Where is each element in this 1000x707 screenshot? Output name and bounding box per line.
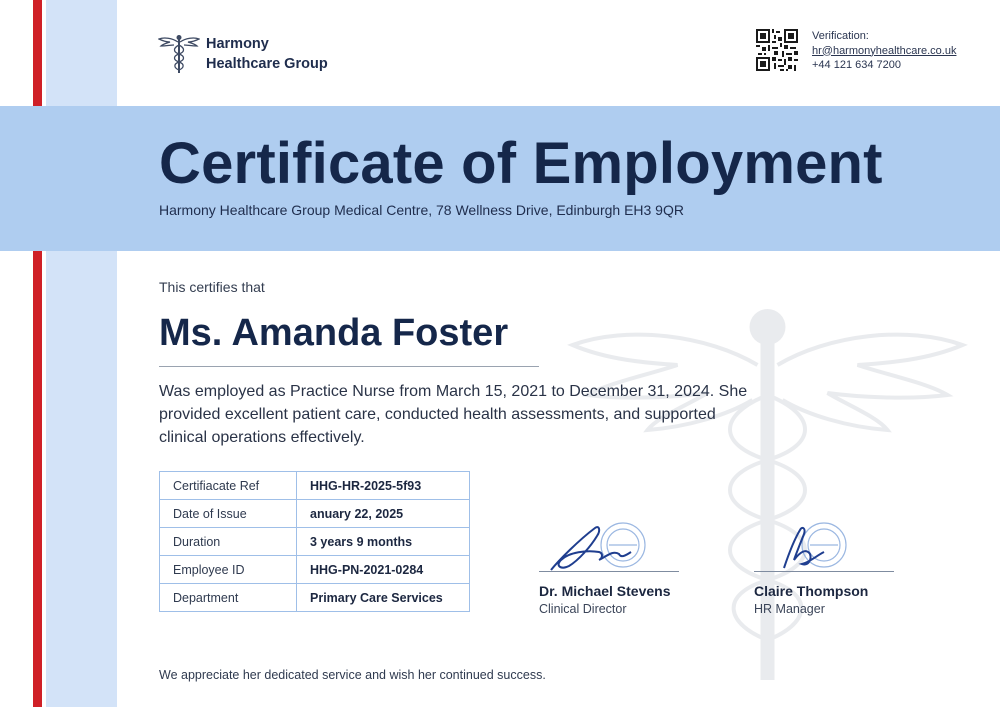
signatory-name: Dr. Michael Stevens — [539, 583, 671, 599]
table-row — [160, 528, 470, 556]
detail-value: anuary 22, 2025 — [297, 500, 470, 528]
detail-value: Primary Care Services — [297, 584, 470, 612]
organization-logo — [158, 34, 328, 74]
detail-value: 3 years 9 months — [297, 528, 470, 556]
table-row — [160, 584, 470, 612]
caduceus-icon — [158, 34, 200, 74]
detail-label: Date of Issue — [160, 500, 297, 528]
signature-line — [754, 571, 894, 572]
closing-message: We appreciate her dedicated service and wish her continued success. — [159, 668, 546, 682]
signature-mark — [754, 520, 904, 572]
name-underline — [159, 366, 539, 367]
detail-label: Certifiacate Ref — [160, 472, 297, 500]
verification-block — [756, 29, 956, 73]
caduceus-watermark-icon — [565, 305, 970, 685]
detail-value: HHG-HR-2025-5f93 — [297, 472, 470, 500]
verification-label: Verification: — [812, 30, 869, 42]
table-row — [160, 500, 470, 528]
table-row — [160, 556, 470, 584]
details-table — [159, 471, 470, 612]
detail-value: HHG-PN-2021-0284 — [297, 556, 470, 584]
page-title: Certificate of Employment — [159, 131, 883, 196]
page-subtitle: Harmony Healthcare Group Medical Centre, 78 Wellness Drive, Edinburgh EH3 9QR — [159, 202, 684, 218]
certifies-intro: This certifies that — [159, 279, 265, 295]
signature-mark — [539, 520, 689, 572]
verification-email-link[interactable]: hr@harmonyhealthcare.co.uk — [812, 44, 957, 57]
signatory-role: Clinical Director — [539, 602, 627, 616]
org-name-line1: Harmony — [206, 36, 269, 52]
qr-code-icon[interactable] — [756, 29, 798, 71]
verification-phone: +44 121 634 7200 — [812, 59, 902, 71]
detail-label: Duration — [160, 528, 297, 556]
signatory-name: Claire Thompson — [754, 583, 869, 599]
org-name-line2: Healthcare Group — [206, 56, 328, 72]
signatory-role: HR Manager — [754, 602, 825, 616]
employment-description: Was employed as Practice Nurse from March 15, 2021 to December 31, 2024. She provided excellent patient care, conducted health assessments, and supported clinical operations effectively. — [159, 383, 748, 446]
detail-label: Department — [160, 584, 297, 612]
detail-label: Employee ID — [160, 556, 297, 584]
table-row — [160, 472, 470, 500]
recipient-name: Ms. Amanda Foster — [159, 312, 509, 354]
signature-line — [539, 571, 679, 572]
official-stamp-icon — [601, 523, 645, 567]
